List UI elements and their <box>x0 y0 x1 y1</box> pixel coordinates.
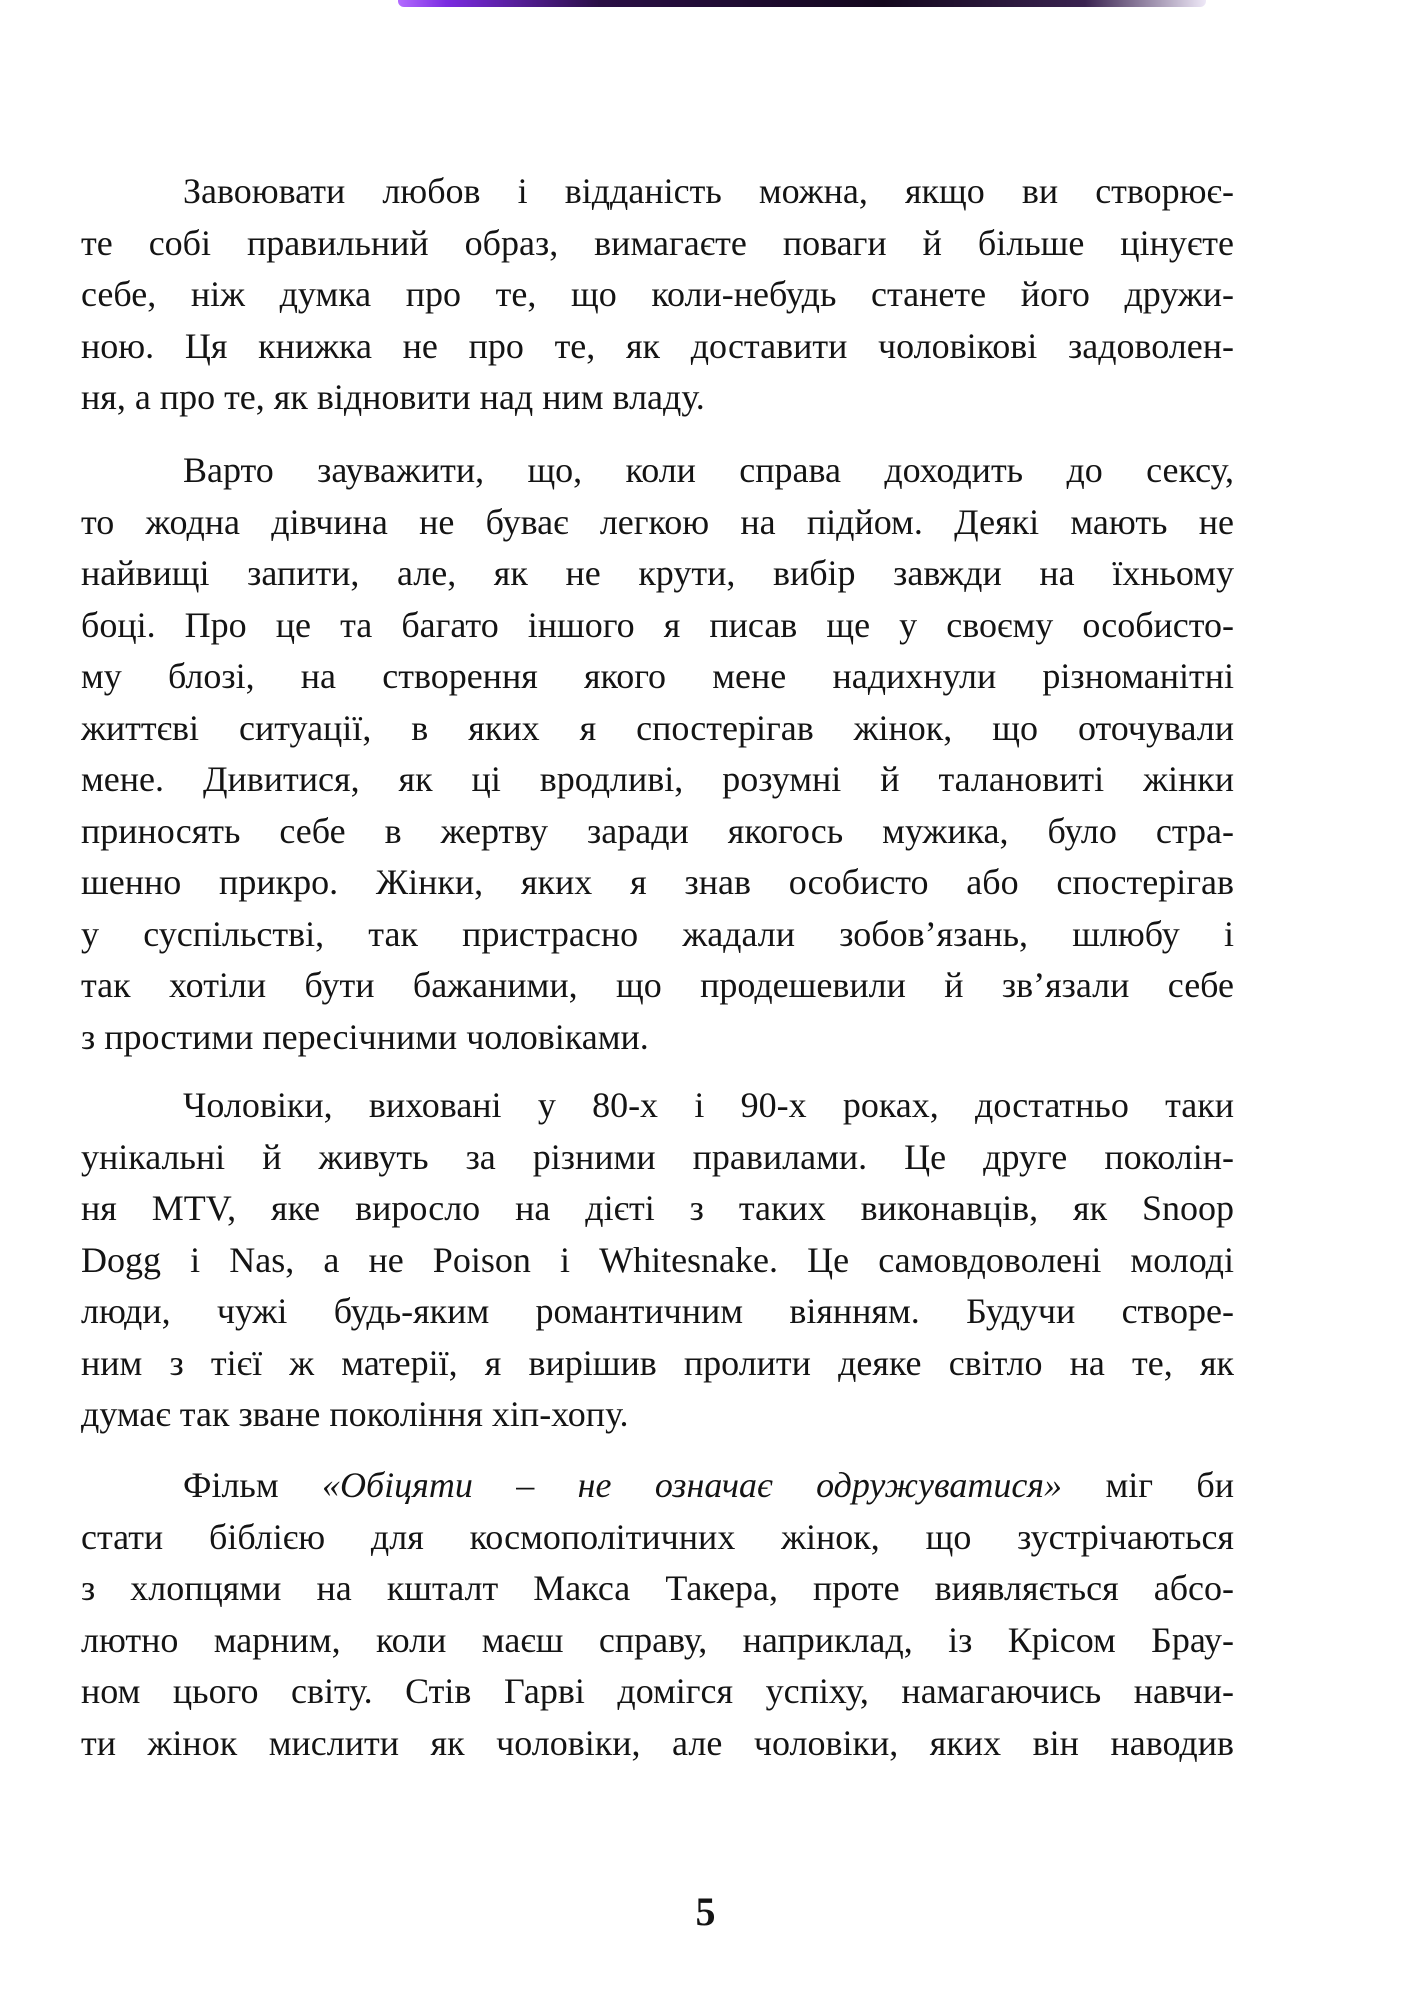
text-line: стати біблією для космополітичних жінок, що зустрічаються <box>81 1516 1234 1557</box>
text-line: життєві ситуації, в яких я спостерігав жінок, що оточували <box>81 707 1234 748</box>
text-line: ним з тієї ж матерії, я вирішив пролити деяке світло на те, як <box>81 1342 1234 1383</box>
text-line: мене. Дивитися, як ці вродливі, розумні й талановиті жінки <box>81 759 1234 799</box>
text-line: з простими пересічними чоловіками. <box>81 1016 649 1057</box>
paragraph-1 <box>81 166 1234 424</box>
text-line: ти жінок мислити як чоловіки, але чоловіки, яких він наводив <box>81 1722 1234 1763</box>
text-line: Завоювати любов і відданість можна, якщо ви створює- <box>183 171 1234 211</box>
text-line: з хлопцями на кшталт Макса Такера, проте виявляється абсо- <box>81 1568 1234 1608</box>
text-line: Варто зауважити, що, коли справа доходить до сексу, <box>183 450 1234 490</box>
decorative-top-bar <box>398 0 1206 7</box>
text-line: унікальні й живуть за різними правилами. Це друге поколін- <box>81 1136 1234 1177</box>
text-line: ном цього світу. Стів Гарві домігся успіху, намагаючись навчи- <box>81 1671 1234 1711</box>
text-line: ня, а про те, як відновити над ним владу. <box>81 377 705 417</box>
text-line: му блозі, на створення якого мене надихнули різноманітні <box>81 656 1234 696</box>
text-line: те собі правильний образ, вимагаєте поваги й більше цінуєте <box>81 222 1234 263</box>
text-line: то жодна дівчина не буває легкою на підйом. Деякі мають не <box>81 501 1234 542</box>
text-line: люди, чужі будь-яким романтичним віянням. Будучи створе- <box>81 1291 1234 1331</box>
page-number: 5 <box>695 1889 716 1934</box>
text-segment: Фільм <box>183 1465 323 1505</box>
text-line: шенно прикро. Жінки, яких я знав особисто або спостерігав <box>81 862 1234 902</box>
text-line <box>81 1460 1234 1512</box>
text-line: ною. Ця книжка не про те, як доставити чоловікові задоволен- <box>81 325 1234 366</box>
text-line: боці. Про це та багато іншого я писав ще у своєму особисто- <box>81 604 1234 645</box>
paragraph-4 <box>81 1460 1234 1769</box>
text-line: Чоловіки, виховані у 80-х і 90-х роках, достатньо таки <box>183 1085 1234 1125</box>
text-line: ня MTV, яке виросло на дієті з таких виконавців, як Snoop <box>81 1188 1234 1228</box>
paragraph-3 <box>81 1080 1234 1441</box>
paragraph-2 <box>81 445 1234 1063</box>
text-line: найвищі запити, але, як не крути, вибір завжди на їхньому <box>81 553 1234 593</box>
text-line: лютно марним, коли маєш справу, наприклад, із Крісом Брау- <box>81 1619 1234 1660</box>
text-segment: міг би <box>1062 1465 1234 1505</box>
film-title: «Обіцяти – не означає одружуватися» <box>322 1465 1063 1505</box>
text-line: себе, ніж думка про те, що коли-небудь станете його дружи- <box>81 274 1234 314</box>
text-line: так хотіли бути бажаними, що продешевили й зв’язали себе <box>81 965 1234 1005</box>
text-line: у суспільстві, так пристрасно жадали зобов’язань, шлюбу і <box>81 913 1234 954</box>
text-line: приносять себе в жертву заради якогось мужика, було стра- <box>81 810 1234 851</box>
text-line: думає так зване покоління хіп-хопу. <box>81 1394 629 1434</box>
text-line: Dogg і Nas, а не Poison і Whitesnake. Це самовдоволені молоді <box>81 1239 1234 1280</box>
